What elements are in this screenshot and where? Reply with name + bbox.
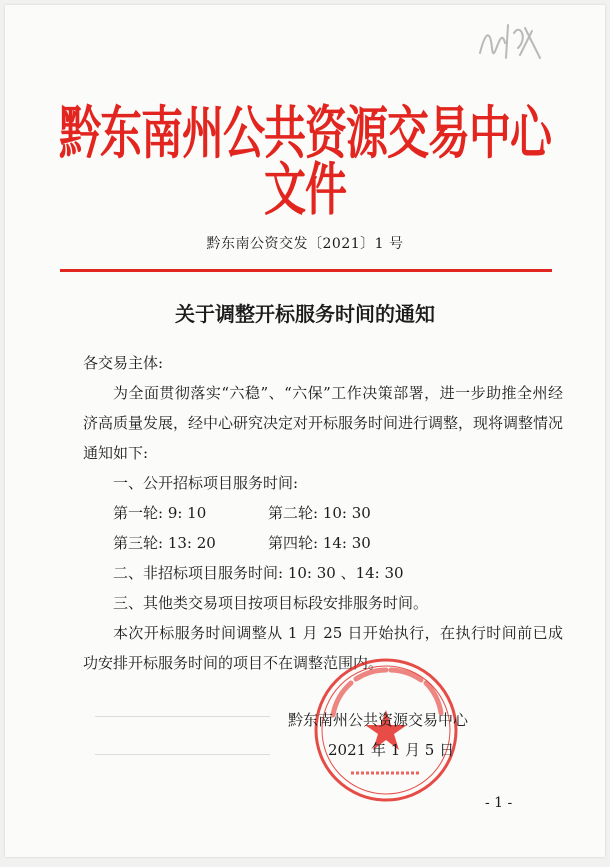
round-row <box>113 528 563 558</box>
salutation: 各交易主体: <box>83 354 164 372</box>
handwritten-mark <box>470 13 550 73</box>
faint-bleed-through <box>95 710 270 758</box>
document-header-title: 黔东南州公共资源交易中心文件 <box>58 99 551 223</box>
page-number: - 1 - <box>485 795 513 811</box>
round-schedule <box>83 498 563 558</box>
round-2: 第二轮: 10: 30 <box>268 504 371 522</box>
closing-paragraph: 本次开标服务时间调整从 1 月 25 日开始执行，在执行时间前已成功安排开标服务时间的项目不在调整范围内。 <box>83 624 563 672</box>
item-public-bidding: 一、公开招标项目服务时间: <box>113 474 299 492</box>
round-4: 第四轮: 14: 30 <box>268 534 371 552</box>
notice-body <box>83 348 563 678</box>
notice-title: 关于调整开标服务时间的通知 <box>175 302 435 326</box>
round-row <box>113 498 563 528</box>
item-other: 三、其他类交易项目按项目标段安排服务时间。 <box>113 594 429 612</box>
intro-paragraph: 为全面贯彻落实“六稳”、“六保”工作决策部署，进一步助推全州经济高质量发展，经中心研究决定对开标服务时间进行调整，现将调整情况通知如下: <box>83 384 564 462</box>
red-divider-line <box>60 269 552 272</box>
round-3: 第三轮: 13: 20 <box>113 534 216 552</box>
round-1: 第一轮: 9: 10 <box>113 504 207 522</box>
signature-organization: 黔东南州公共资源交易中心 <box>288 711 469 729</box>
item-non-bidding: 二、非招标项目服务时间: 10: 30 、14: 30 <box>113 564 404 582</box>
document-number: 黔东南公资交发〔2021〕1 号 <box>206 236 404 252</box>
document-page <box>5 5 605 857</box>
signature-date: 2021 年 1 月 5 日 <box>328 741 455 759</box>
signature-block <box>288 705 508 765</box>
